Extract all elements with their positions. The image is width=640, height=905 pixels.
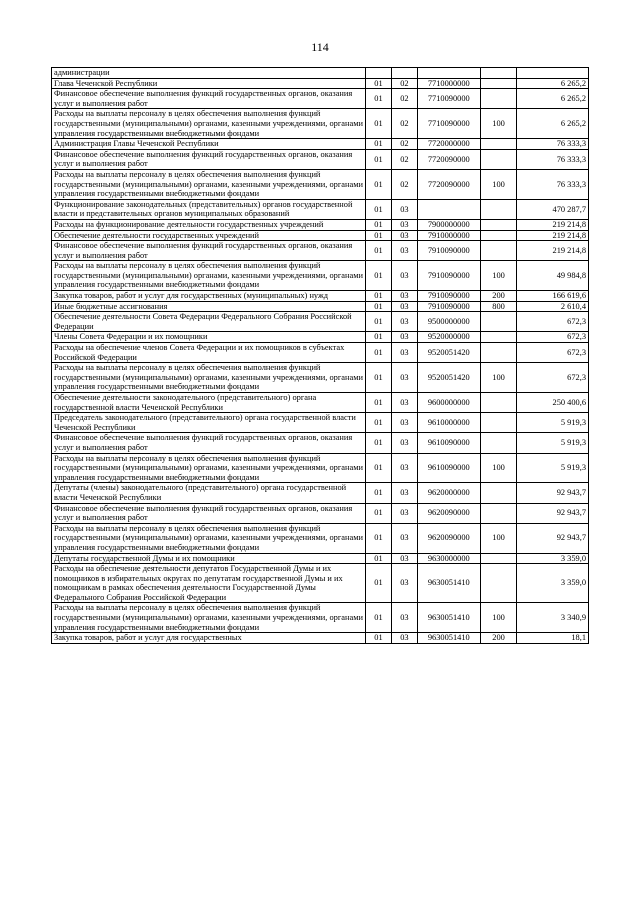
expense-name-cell: администрации [52,68,366,79]
section-code-cell: 01 [365,503,391,523]
subsection-code-cell: 03 [391,241,417,261]
expense-type-cell [480,564,517,603]
section-code-cell: 01 [365,332,391,343]
section-code-cell: 01 [365,312,391,332]
subsection-code-cell: 02 [391,89,417,109]
expense-type-cell [480,483,517,503]
expense-name-cell: Расходы на выплаты персоналу в целях обеспечения выполнения функций государственными (муниципальными) органами, казенными учреждениями, органами управления государственными внебюджетными фондами [52,453,366,483]
table-row [52,393,589,413]
amount-cell: 6 265,2 [517,78,589,89]
subsection-code-cell: 03 [391,453,417,483]
section-code-cell: 01 [365,199,391,219]
subsection-code-cell: 03 [391,523,417,553]
target-article-cell: 9520000000 [417,332,480,343]
subsection-code-cell: 03 [391,363,417,393]
subsection-code-cell: 03 [391,301,417,312]
subsection-code-cell: 02 [391,149,417,169]
target-article-cell: 9630000000 [417,553,480,564]
table-row [52,89,589,109]
expense-type-cell [480,230,517,241]
table-row [52,363,589,393]
subsection-code-cell: 03 [391,564,417,603]
target-article-cell: 7910090000 [417,261,480,291]
table-row [52,603,589,633]
expense-name-cell: Финансовое обеспечение выполнения функций государственных органов, оказания услуг и выполнения работ [52,149,366,169]
target-article-cell: 9520051420 [417,363,480,393]
target-article-cell: 7710090000 [417,109,480,139]
amount-cell: 672,3 [517,363,589,393]
section-code-cell: 01 [365,169,391,199]
amount-cell: 76 333,3 [517,169,589,199]
section-code-cell: 01 [365,343,391,363]
expense-type-cell: 100 [480,169,517,199]
table-row [52,199,589,219]
amount-cell: 6 265,2 [517,89,589,109]
expense-type-cell [480,503,517,523]
expense-name-cell: Финансовое обеспечение выполнения функций государственных органов, оказания услуг и выполнения работ [52,89,366,109]
expense-type-cell [480,149,517,169]
table-row [52,553,589,564]
expense-name-cell: Депутаты государственной Думы и их помощники [52,553,366,564]
table-row [52,433,589,453]
expense-name-cell: Обеспечение деятельности законодательного (представительного) органа государственной власти Чеченской Республики [52,393,366,413]
expense-name-cell: Расходы на выплаты персоналу в целях обеспечения выполнения функций государственными (муниципальными) органами, казенными учреждениями, органами управления государственными внебюджетными фондами [52,169,366,199]
expense-name-cell: Обеспечение деятельности Совета Федерации Федерального Собрания Российской Федерации [52,312,366,332]
table-row [52,413,589,433]
section-code-cell: 01 [365,291,391,302]
expense-type-cell [480,219,517,230]
amount-cell: 672,3 [517,332,589,343]
section-code-cell: 01 [365,230,391,241]
expense-name-cell: Администрация Главы Чеченской Республики [52,139,366,150]
expense-name-cell: Финансовое обеспечение выполнения функций государственных органов, оказания услуг и выполнения работ [52,241,366,261]
amount-cell: 166 619,6 [517,291,589,302]
expense-type-cell [480,89,517,109]
subsection-code-cell: 03 [391,633,417,644]
target-article-cell: 9630051410 [417,564,480,603]
target-article-cell: 7910090000 [417,291,480,302]
amount-cell: 3 359,0 [517,553,589,564]
target-article-cell: 7910090000 [417,241,480,261]
expense-name-cell: Председатель законодательного (представительного) органа государственной власти Чеченской Республики [52,413,366,433]
expense-type-cell [480,343,517,363]
target-article-cell: 9520051420 [417,343,480,363]
expense-name-cell: Расходы на функционирование деятельности государственных учреждений [52,219,366,230]
subsection-code-cell: 03 [391,393,417,413]
table-row [52,633,589,644]
expense-name-cell: Глава Чеченской Республики [52,78,366,89]
table-row [52,291,589,302]
target-article-cell: 7710000000 [417,78,480,89]
amount-cell: 5 919,3 [517,453,589,483]
target-article-cell: 9500000000 [417,312,480,332]
table-row [52,78,589,89]
expense-type-cell [480,139,517,150]
page-number: 114 [311,40,329,54]
table-row [52,149,589,169]
subsection-code-cell: 03 [391,553,417,564]
target-article-cell: 7710090000 [417,89,480,109]
expense-type-cell [480,553,517,564]
section-code-cell: 01 [365,89,391,109]
section-code-cell: 01 [365,523,391,553]
amount-cell: 5 919,3 [517,413,589,433]
expense-name-cell: Закупка товаров, работ и услуг для государственных (муниципальных) нужд [52,291,366,302]
target-article-cell: 7910090000 [417,301,480,312]
section-code-cell: 01 [365,564,391,603]
table-row [52,241,589,261]
section-code-cell: 01 [365,363,391,393]
target-article-cell: 9610000000 [417,413,480,433]
expense-name-cell: Расходы на выплаты персоналу в целях обеспечения выполнения функций государственными (муниципальными) органами, казенными учреждениями, органами управления государственными внебюджетными фондами [52,603,366,633]
amount-cell: 76 333,3 [517,139,589,150]
subsection-code-cell: 03 [391,332,417,343]
expense-type-cell: 100 [480,523,517,553]
target-article-cell [417,68,480,79]
section-code-cell: 01 [365,393,391,413]
amount-cell: 3 340,9 [517,603,589,633]
subsection-code-cell: 03 [391,433,417,453]
amount-cell: 250 400,6 [517,393,589,413]
table-row [52,564,589,603]
table-row [52,109,589,139]
expense-type-cell: 100 [480,363,517,393]
expense-name-cell: Члены Совета Федерации и их помощники [52,332,366,343]
subsection-code-cell: 03 [391,261,417,291]
subsection-code-cell: 03 [391,483,417,503]
table-row [52,483,589,503]
section-code-cell: 01 [365,261,391,291]
section-code-cell: 01 [365,553,391,564]
expense-type-cell: 200 [480,291,517,302]
amount-cell: 3 359,0 [517,564,589,603]
amount-cell: 6 265,2 [517,109,589,139]
amount-cell: 219 214,8 [517,241,589,261]
table-row [52,261,589,291]
section-code-cell: 01 [365,603,391,633]
amount-cell: 49 984,8 [517,261,589,291]
subsection-code-cell: 03 [391,199,417,219]
table-row [52,68,589,79]
expense-name-cell: Депутаты (члены) законодательного (представительного) органа государственной власти Чеченской Республики [52,483,366,503]
target-article-cell: 7720090000 [417,169,480,199]
amount-cell: 92 943,7 [517,523,589,553]
amount-cell: 18,1 [517,633,589,644]
amount-cell: 219 214,8 [517,219,589,230]
expense-name-cell: Расходы на обеспечение членов Совета Федерации и их помощников в субъектах Российской Федерации [52,343,366,363]
section-code-cell: 01 [365,219,391,230]
table-row [52,503,589,523]
subsection-code-cell: 03 [391,603,417,633]
target-article-cell: 9600000000 [417,393,480,413]
expense-type-cell [480,433,517,453]
amount-cell: 2 610,4 [517,301,589,312]
expense-type-cell: 100 [480,603,517,633]
expense-name-cell: Финансовое обеспечение выполнения функций государственных органов, оказания услуг и выполнения работ [52,433,366,453]
expense-name-cell: Расходы на обеспечение деятельности депутатов Государственной Думы и их помощников в избирательных округах по депутатам государственной Думы и их помощникам в рамках обеспечения деятельности Государственной Думы Федерального Собрания Российской Федерации [52,564,366,603]
expense-type-cell [480,68,517,79]
amount-cell: 672,3 [517,312,589,332]
section-code-cell: 01 [365,633,391,644]
target-article-cell: 9610090000 [417,433,480,453]
subsection-code-cell: 02 [391,169,417,199]
subsection-code-cell [391,68,417,79]
expense-type-cell [480,413,517,433]
target-article-cell: 7900000000 [417,219,480,230]
expense-type-cell [480,241,517,261]
target-article-cell: 7910000000 [417,230,480,241]
subsection-code-cell: 02 [391,109,417,139]
expense-type-cell [480,78,517,89]
subsection-code-cell: 02 [391,78,417,89]
expense-name-cell: Расходы на выплаты персоналу в целях обеспечения выполнения функций государственными (муниципальными) органами, казенными учреждениями, органами управления государственными внебюджетными фондами [52,261,366,291]
target-article-cell [417,199,480,219]
table-row [52,139,589,150]
amount-cell: 219 214,8 [517,230,589,241]
expense-type-cell [480,199,517,219]
expense-type-cell [480,332,517,343]
subsection-code-cell: 03 [391,503,417,523]
expense-name-cell: Закупка товаров, работ и услуг для государственных [52,633,366,644]
section-code-cell: 01 [365,241,391,261]
budget-table-body [52,68,589,644]
expense-name-cell: Расходы на выплаты персоналу в целях обеспечения выполнения функций государственными (муниципальными) органами, казенными учреждениями, органами управления государственными внебюджетными фондами [52,363,366,393]
expense-type-cell [480,312,517,332]
expense-name-cell: Расходы на выплаты персоналу в целях обеспечения выполнения функций государственными (муниципальными) органами, казенными учреждениями, органами управления государственными внебюджетными фондами [52,109,366,139]
expense-type-cell: 800 [480,301,517,312]
target-article-cell: 9620090000 [417,523,480,553]
target-article-cell: 7720000000 [417,139,480,150]
subsection-code-cell: 03 [391,312,417,332]
table-row [52,523,589,553]
subsection-code-cell: 03 [391,291,417,302]
amount-cell: 470 287,7 [517,199,589,219]
expense-name-cell: Обеспечение деятельности государственных учреждений [52,230,366,241]
table-row [52,453,589,483]
section-code-cell: 01 [365,433,391,453]
expense-type-cell: 200 [480,633,517,644]
amount-cell: 672,3 [517,343,589,363]
table-row [52,301,589,312]
target-article-cell: 9630051410 [417,633,480,644]
subsection-code-cell: 03 [391,413,417,433]
subsection-code-cell: 03 [391,219,417,230]
amount-cell: 5 919,3 [517,433,589,453]
target-article-cell: 9620000000 [417,483,480,503]
section-code-cell: 01 [365,453,391,483]
target-article-cell: 9620090000 [417,503,480,523]
amount-cell: 76 333,3 [517,149,589,169]
target-article-cell: 7720090000 [417,149,480,169]
table-row [52,169,589,199]
section-code-cell: 01 [365,413,391,433]
subsection-code-cell: 03 [391,230,417,241]
section-code-cell: 01 [365,109,391,139]
table-row [52,343,589,363]
table-row [52,230,589,241]
table-row [52,312,589,332]
section-code-cell: 01 [365,149,391,169]
expense-name-cell: Иные бюджетные ассигнования [52,301,366,312]
expense-name-cell: Функционирование законодательных (представительных) органов государственной власти и представительных органов муниципальных образований [52,199,366,219]
expense-type-cell [480,393,517,413]
amount-cell [517,68,589,79]
table-row [52,332,589,343]
amount-cell: 92 943,7 [517,503,589,523]
subsection-code-cell: 02 [391,139,417,150]
target-article-cell: 9610090000 [417,453,480,483]
expense-type-cell: 100 [480,109,517,139]
subsection-code-cell: 03 [391,343,417,363]
section-code-cell: 01 [365,301,391,312]
expense-name-cell: Расходы на выплаты персоналу в целях обеспечения выполнения функций государственными (муниципальными) органами, казенными учреждениями, органами управления государственными внебюджетными фондами [52,523,366,553]
target-article-cell: 9630051410 [417,603,480,633]
section-code-cell: 01 [365,139,391,150]
section-code-cell [365,68,391,79]
budget-table [51,67,589,644]
expense-type-cell: 100 [480,453,517,483]
section-code-cell: 01 [365,483,391,503]
expense-name-cell: Финансовое обеспечение выполнения функций государственных органов, оказания услуг и выполнения работ [52,503,366,523]
expense-type-cell: 100 [480,261,517,291]
section-code-cell: 01 [365,78,391,89]
amount-cell: 92 943,7 [517,483,589,503]
table-row [52,219,589,230]
